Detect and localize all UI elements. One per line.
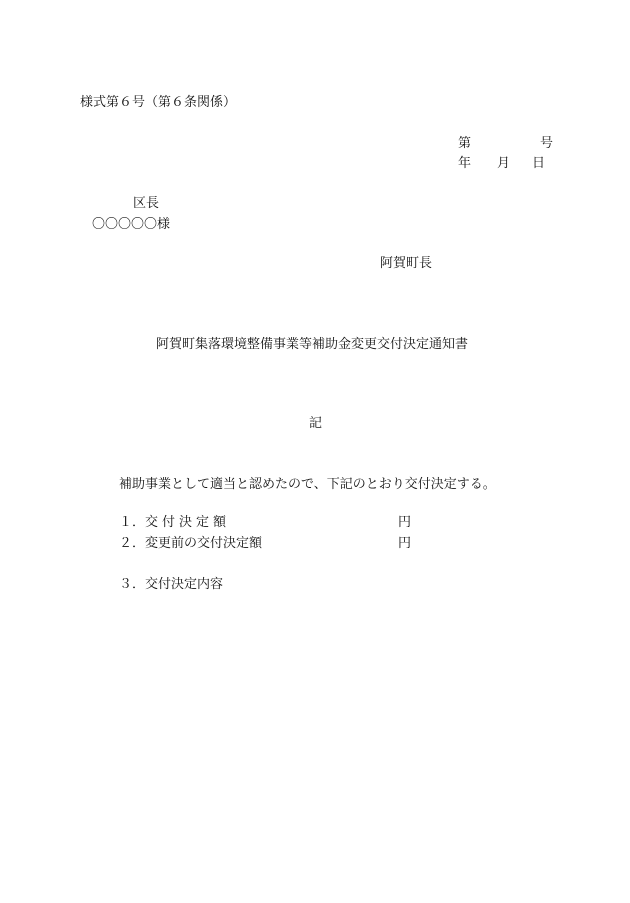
date-line (458, 156, 545, 172)
number-prefix: 第 (458, 136, 472, 151)
item-label: 交付決定額 (145, 515, 231, 530)
ki-heading: 記 (309, 416, 323, 431)
form-label: 様式第６号（第６条関係） (80, 95, 237, 110)
item-number: ３． (119, 577, 146, 592)
item-unit: 円 (398, 515, 412, 530)
item-unit: 円 (398, 536, 412, 551)
item-number: １． (119, 515, 146, 530)
item-number: ２． (119, 536, 146, 551)
date-month: 月 (497, 156, 511, 171)
recipient-title: 区長 (133, 196, 160, 211)
item-label: 変更前の交付決定額 (145, 536, 263, 551)
recipient-name: 〇〇〇〇〇様 (92, 217, 171, 232)
intro-paragraph: 補助事業として適当と認めたので、下記のとおり交付決定する。 (119, 477, 496, 492)
document-number-line (458, 136, 553, 152)
date-day: 日 (532, 156, 546, 171)
item-label: 交付決定内容 (145, 577, 224, 592)
sender: 阿賀町長 (380, 256, 433, 271)
document-title: 阿賀町集落環境整備事業等補助金変更交付決定通知書 (156, 337, 469, 352)
number-suffix: 号 (540, 136, 554, 151)
date-year: 年 (458, 156, 472, 171)
